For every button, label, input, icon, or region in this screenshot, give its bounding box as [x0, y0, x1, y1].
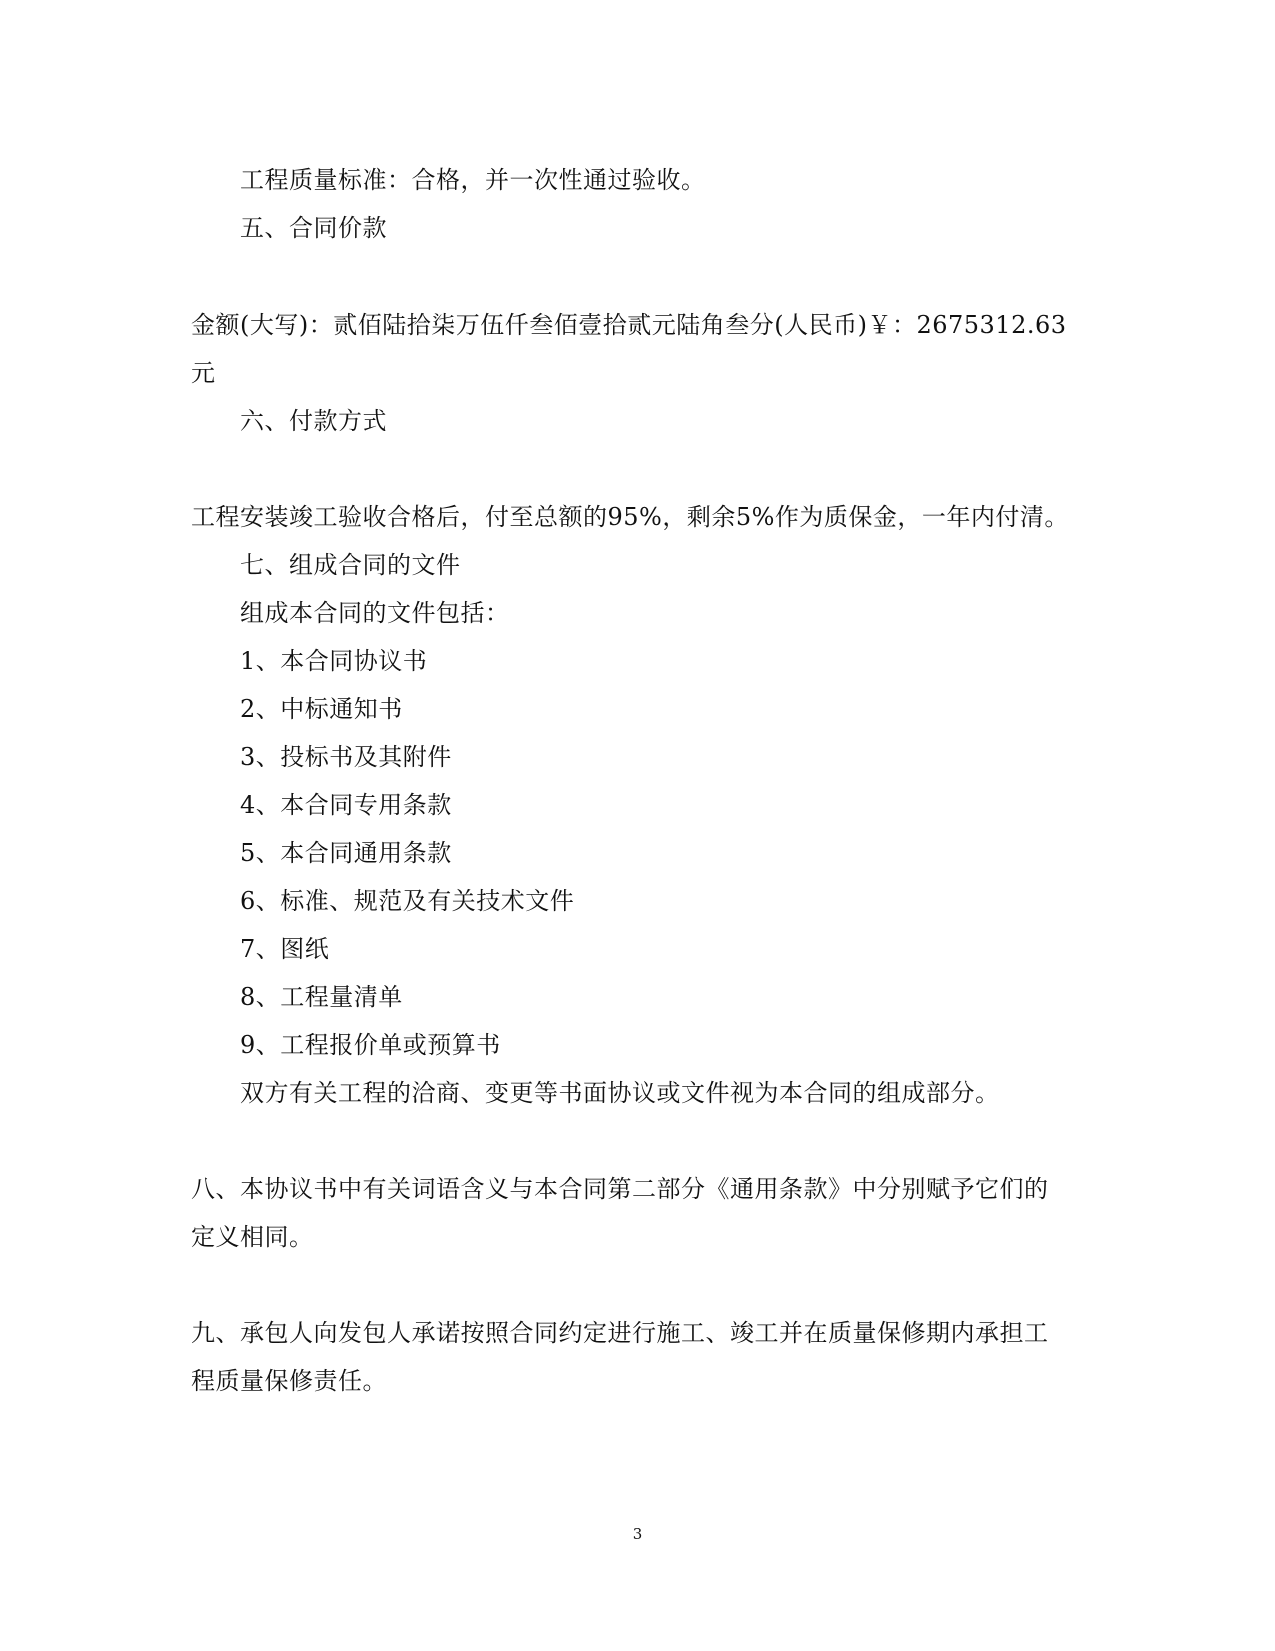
- section-5-heading: 五、合同价款: [240, 214, 387, 242]
- document-list-item: 4、本合同专用条款: [240, 791, 452, 819]
- section-6-heading: 六、付款方式: [240, 407, 387, 435]
- document-list-item: 7、图纸: [240, 935, 330, 963]
- quality-standard-line: 工程质量标准：合格，并一次性通过验收。: [240, 166, 706, 194]
- section-9-line: 九、承包人向发包人承诺按照合同约定进行施工、竣工并在质量保修期内承担工: [191, 1319, 1049, 1347]
- section-8-line: 八、本协议书中有关词语含义与本合同第二部分《通用条款》中分别赋予它们的: [191, 1175, 1049, 1203]
- section-7-closing: 双方有关工程的洽商、变更等书面协议或文件视为本合同的组成部分。: [240, 1079, 1000, 1107]
- document-list-item: 5、本合同通用条款: [240, 839, 452, 867]
- document-list-item: 9、工程报价单或预算书: [240, 1031, 501, 1059]
- contract-amount-line: 金额(大写)：贰佰陆拾柒万伍仟叁佰壹拾贰元陆角叁分(人民币)￥：2675312.63: [191, 311, 1067, 339]
- contract-amount-continuation: 元: [191, 359, 216, 387]
- section-7-intro: 组成本合同的文件包括：: [240, 599, 510, 627]
- document-list-item: 6、标准、规范及有关技术文件: [240, 887, 575, 915]
- section-8-continuation: 定义相同。: [191, 1223, 314, 1251]
- document-list-item: 2、中标通知书: [240, 695, 403, 723]
- section-9-continuation: 程质量保修责任。: [191, 1367, 387, 1395]
- document-list-item: 8、工程量清单: [240, 983, 403, 1011]
- payment-terms-line: 工程安装竣工验收合格后，付至总额的95%，剩余5%作为质保金，一年内付清。: [191, 503, 1069, 531]
- document-list-item: 1、本合同协议书: [240, 647, 428, 675]
- section-7-heading: 七、组成合同的文件: [240, 551, 461, 579]
- document-list-item: 3、投标书及其附件: [240, 743, 452, 771]
- page-number: 3: [632, 1525, 643, 1543]
